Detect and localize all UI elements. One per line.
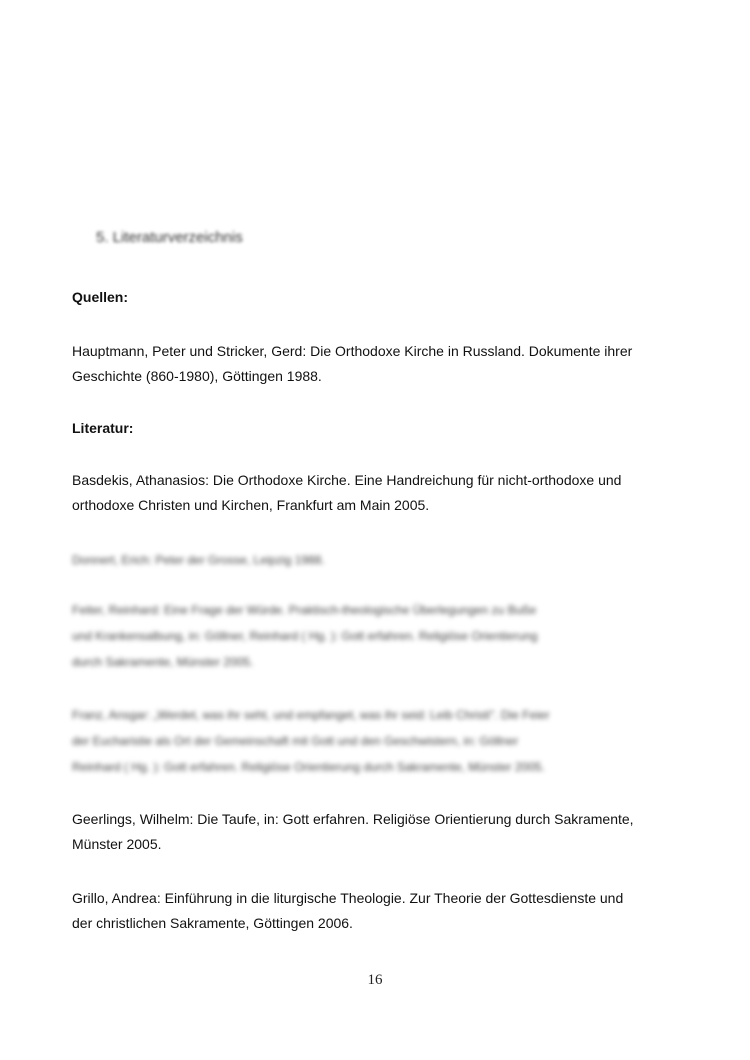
entry-line: Grillo, Andrea: Einführung in die liturgische Theologie. Zur Theorie der Gottesdienste und bbox=[72, 890, 624, 906]
entry-line: Geschichte (860-1980), Göttingen 1988. bbox=[72, 368, 322, 384]
bibliography-entry-hauptmann bbox=[72, 339, 692, 389]
entry-line: Basdekis, Athanasios: Die Orthodoxe Kirche. Eine Handreichung für nicht-orthodoxe und bbox=[72, 472, 622, 488]
bibliography-entry-donnert bbox=[72, 547, 692, 573]
entry-line: Donnert, Erich: Peter der Grosse, Leipzig 1988. bbox=[72, 553, 325, 567]
section-label-literatur: Literatur: bbox=[72, 420, 134, 436]
entry-line: Geerlings, Wilhelm: Die Taufe, in: Gott erfahren. Religiöse Orientierung durch Sakramente, bbox=[72, 811, 634, 827]
entry-line: durch Sakramente, Münster 2005. bbox=[72, 655, 254, 669]
bibliography-entry-grillo bbox=[72, 886, 692, 936]
entry-line: der Eucharistie als Ort der Gemeinschaft mit Gott und den Geschwistern, in: Göllner bbox=[72, 734, 519, 748]
bibliography-entry-geerlings bbox=[72, 807, 692, 857]
page-number: 16 bbox=[367, 972, 383, 988]
entry-line: Feiter, Reinhard: Eine Frage der Würde. Praktisch-theologische Überlegungen zu Buße bbox=[72, 603, 537, 617]
entry-line: orthodoxe Christen und Kirchen, Frankfurt am Main 2005. bbox=[72, 497, 430, 513]
bibliography-entry-franz bbox=[72, 702, 692, 780]
bibliography-entry-basdekis bbox=[72, 468, 692, 518]
entry-line: Hauptmann, Peter und Stricker, Gerd: Die Orthodoxe Kirche in Russland. Dokumente ihrer bbox=[72, 343, 633, 359]
bibliography-entry-feiter bbox=[72, 597, 692, 675]
entry-line: der christlichen Sakramente, Göttingen 2006. bbox=[72, 915, 353, 931]
chapter-heading: 5. Literaturverzeichnis bbox=[96, 229, 243, 246]
entry-line: und Krankensalbung, in: Göllner, Reinhard ( Hg. ): Gott erfahren. Religiöse Orientierung bbox=[72, 629, 538, 643]
entry-line: Franz, Ansgar: „Werdet, was ihr seht, und empfanget, was ihr seid: Leib Christi". Die Feier bbox=[72, 708, 550, 722]
entry-line: Reinhard ( Hg. ): Gott erfahren. Religiöse Orientierung durch Sakramente, Münster 2005. bbox=[72, 760, 545, 774]
entry-line: Münster 2005. bbox=[72, 836, 162, 852]
section-label-quellen: Quellen: bbox=[72, 289, 129, 305]
